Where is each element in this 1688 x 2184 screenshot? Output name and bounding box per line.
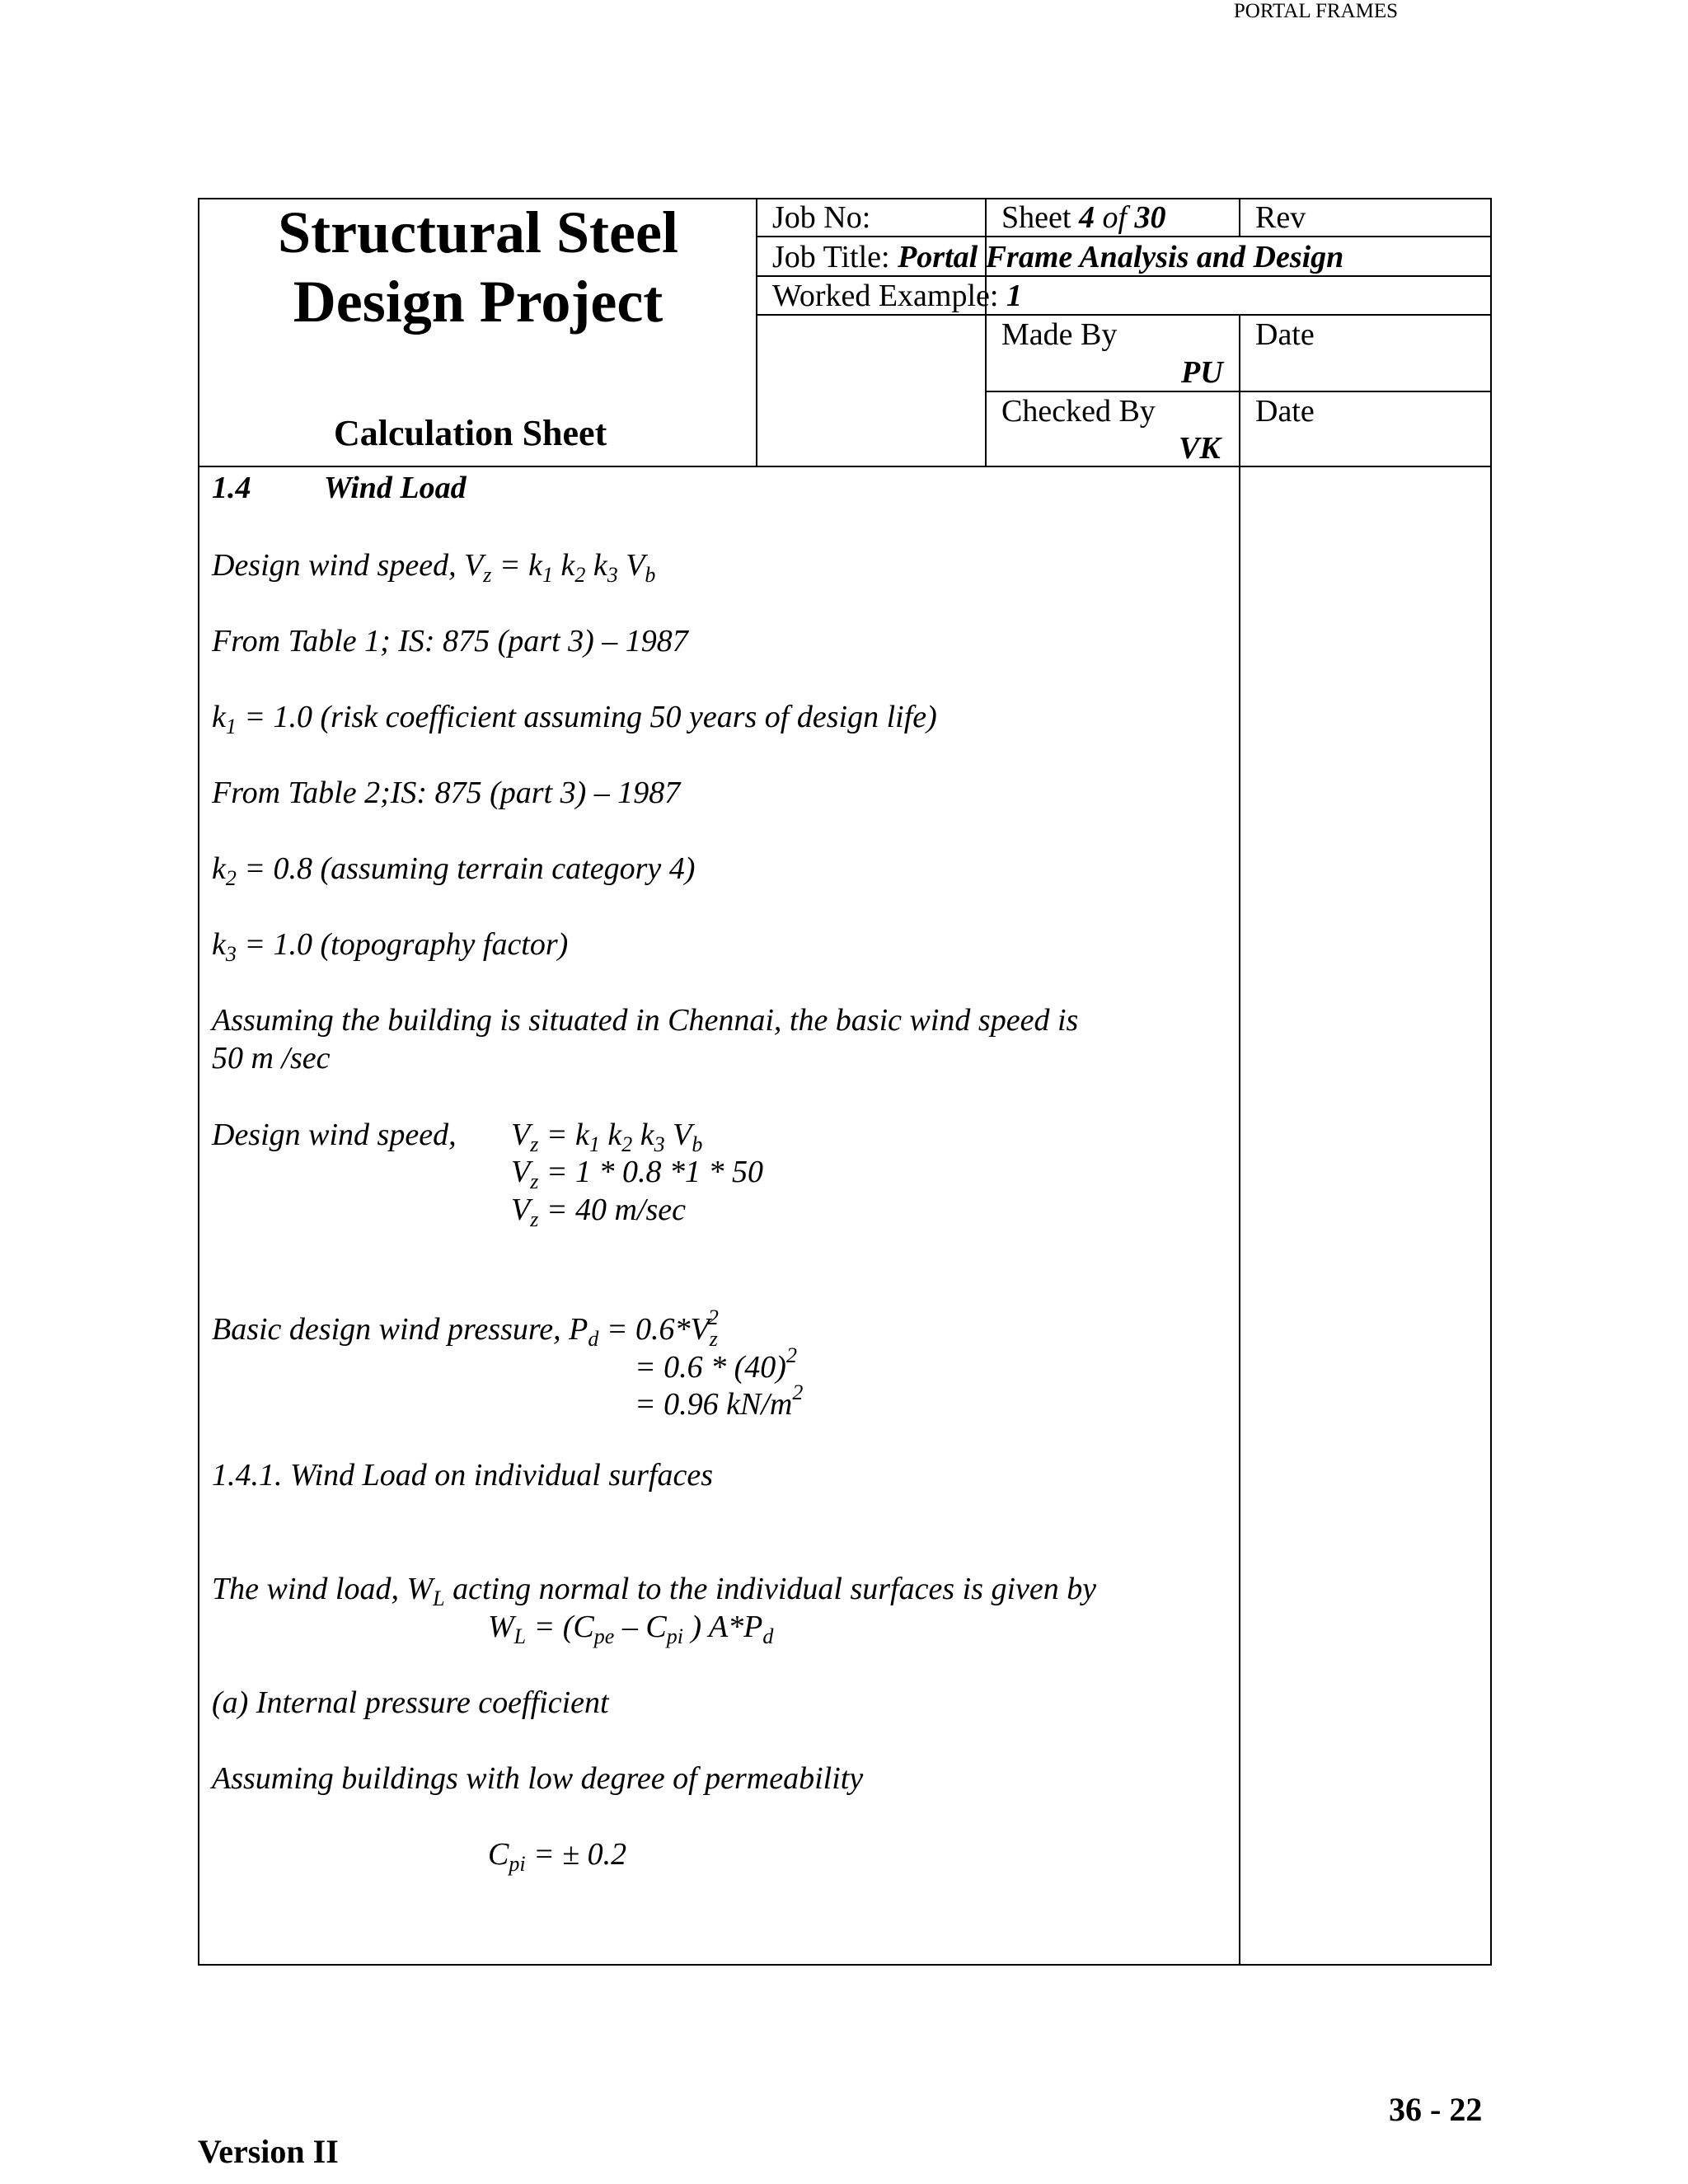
permeability-assumption: Assuming buildings with low degree of permeability <box>212 1761 864 1796</box>
sheet-num: 4 <box>1078 200 1095 235</box>
checked-by-value: VK <box>1179 431 1221 466</box>
subscript: d <box>762 1624 774 1648</box>
calculation-sheet-label: Calculation Sheet <box>334 413 607 453</box>
job-title-label: Job Title: <box>772 240 890 274</box>
text: V <box>511 1193 531 1227</box>
text: k <box>585 548 607 583</box>
text: Design wind speed, V <box>212 548 484 583</box>
text: = 0.6*V <box>598 1312 710 1347</box>
subscript: z <box>709 1327 718 1351</box>
subscript: 3 <box>607 563 618 587</box>
text: k <box>632 1118 654 1152</box>
text: W <box>488 1610 514 1644</box>
project-title-line2: Design Project <box>293 269 663 335</box>
divider <box>756 198 757 467</box>
divider <box>1239 198 1240 237</box>
made-by-label: Made By <box>1001 317 1118 352</box>
design-wind-speed-eq2 <box>511 1154 763 1194</box>
design-wind-speed-formula <box>212 547 655 588</box>
text: = 1 * 0.8 *1 * 50 <box>538 1155 763 1189</box>
subscript: d <box>588 1327 599 1351</box>
worked-example-num: 1 <box>1006 279 1022 313</box>
internal-pressure-heading: (a) Internal pressure coefficient <box>212 1685 609 1720</box>
section-heading <box>212 470 467 506</box>
text: k <box>212 700 226 734</box>
project-title <box>214 198 742 336</box>
subscript: 1 <box>225 715 237 738</box>
sheet-label: Sheet <box>1001 200 1071 235</box>
superscript: 2 <box>707 1305 719 1329</box>
subscript: L <box>433 1586 445 1610</box>
divider <box>756 275 1492 277</box>
divider <box>1239 315 1240 1966</box>
wind-pressure-eq3 <box>635 1380 803 1422</box>
worked-example <box>772 278 1022 314</box>
table-2-reference: From Table 2;IS: 875 (part 3) – 1987 <box>212 776 681 810</box>
subscript: pi <box>509 1852 526 1876</box>
subscript: 2 <box>621 1132 633 1156</box>
text: The wind load, W <box>212 1572 434 1606</box>
divider <box>985 391 1492 392</box>
subscript: pi <box>666 1624 683 1648</box>
text: V <box>511 1155 531 1189</box>
sheet-total: 30 <box>1134 200 1166 235</box>
text: k <box>552 548 575 583</box>
text: = k <box>538 1118 589 1152</box>
subscript: z <box>483 563 492 587</box>
subscript: 3 <box>654 1132 665 1156</box>
text: ) A*P <box>682 1610 763 1644</box>
text: V <box>511 1118 531 1152</box>
design-wind-speed-eq3 <box>511 1192 686 1232</box>
subscript: 2 <box>225 866 237 890</box>
k1-value <box>212 699 937 739</box>
text: = 0.8 (assuming terrain category 4) <box>236 851 696 886</box>
running-header: PORTAL FRAMES <box>1233 0 1398 22</box>
subscript: 1 <box>588 1132 600 1156</box>
sheet-number <box>1001 199 1166 236</box>
checked-by-label: Checked By <box>1001 394 1156 429</box>
project-title-line1: Structural Steel <box>278 199 678 265</box>
subscript: b <box>692 1132 703 1156</box>
made-by-value: PU <box>1181 355 1223 390</box>
divider <box>756 236 1492 237</box>
divider <box>198 466 1492 467</box>
page-number: 36 - 22 <box>1389 2091 1483 2128</box>
job-title <box>772 239 1343 275</box>
cpi-value <box>488 1836 626 1877</box>
design-wind-speed-label: Design wind speed, <box>212 1118 457 1152</box>
subscript: 1 <box>542 563 553 587</box>
text: – C <box>614 1610 667 1644</box>
section-title: Wind Load <box>323 471 467 505</box>
superscript: 2 <box>785 1343 797 1367</box>
version-label: Version II <box>198 2133 339 2170</box>
section-num: 1.4 <box>212 471 251 505</box>
text: = k <box>491 548 542 583</box>
text: = 40 m/sec <box>538 1193 687 1227</box>
text: acting normal to the individual surfaces is given by <box>444 1572 1097 1606</box>
wind-load-definition <box>212 1571 1096 1611</box>
text: = 1.0 (topography factor) <box>236 927 569 962</box>
table-1-reference: From Table 1; IS: 875 (part 3) – 1987 <box>212 624 688 658</box>
text: k <box>599 1118 622 1152</box>
divider <box>756 314 1492 316</box>
date-label-2: Date <box>1255 394 1315 429</box>
basic-wind-speed-line1: Assuming the building is situated in Chennai, the basic wind speed is <box>212 1003 1079 1038</box>
subscript: pe <box>593 1624 615 1648</box>
subscript: L <box>513 1624 527 1648</box>
subscript: 2 <box>574 563 586 587</box>
subsection-heading: 1.4.1. Wind Load on individual surfaces <box>212 1458 713 1493</box>
basic-wind-speed-line2: 50 m /sec <box>212 1041 331 1076</box>
subscript: b <box>645 563 656 587</box>
text: V <box>617 548 645 583</box>
subscript: 3 <box>225 942 237 966</box>
text: = (C <box>526 1610 594 1644</box>
design-wind-speed-eq1 <box>511 1117 702 1157</box>
rev-label: Rev <box>1255 200 1306 235</box>
worked-example-label: Worked Example: <box>772 279 999 313</box>
superscript: 2 <box>792 1380 804 1404</box>
subscript: z <box>530 1207 539 1231</box>
date-label: Date <box>1255 317 1315 352</box>
job-title-value: Portal Frame Analysis and Design <box>898 240 1344 274</box>
text: V <box>664 1118 692 1152</box>
text: = 1.0 (risk coefficient assuming 50 years of design life) <box>236 700 937 734</box>
text: k <box>212 851 226 886</box>
of-label: of <box>1102 200 1127 235</box>
subscript: z <box>530 1132 539 1156</box>
wind-pressure-eq2 <box>635 1343 797 1385</box>
text: = ± 0.2 <box>525 1837 627 1872</box>
k3-value <box>212 926 568 967</box>
job-no-label: Job No: <box>772 200 871 235</box>
wind-load-formula <box>488 1609 773 1649</box>
text: Basic design wind pressure, P <box>212 1312 588 1347</box>
subscript: z <box>530 1169 539 1193</box>
text: = 0.6 * (40) <box>635 1350 786 1385</box>
text: k <box>212 927 226 962</box>
text: = 0.96 kN/m <box>635 1387 793 1422</box>
k2-value <box>212 851 695 891</box>
text: C <box>488 1837 509 1872</box>
